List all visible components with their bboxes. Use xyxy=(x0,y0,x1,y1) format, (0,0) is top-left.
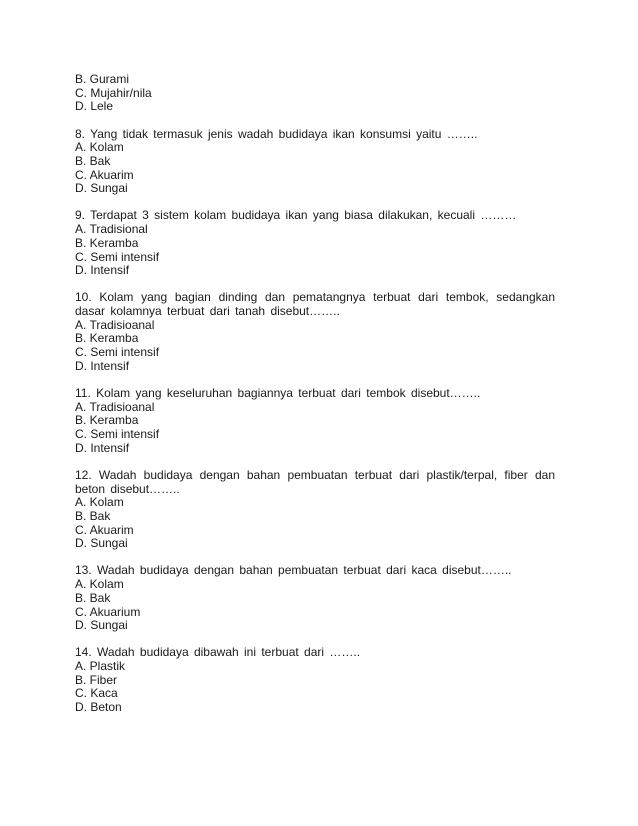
answer-option: B. Keramba xyxy=(75,235,139,250)
answer-option: B. Keramba xyxy=(75,331,139,346)
answer-option: D. Intensif xyxy=(75,263,130,278)
answer-option: B. Gurami xyxy=(75,72,130,86)
question-block xyxy=(75,209,555,278)
question-text: 12. Wadah budidaya dengan bahan pembuatan terbuat dari plastik/terpal, fiber dan beton disebut…….. xyxy=(75,467,555,496)
answer-option: D. Intensif xyxy=(75,440,130,455)
question-text: 14. Wadah budidaya dibawah ini terbuat dari …….. xyxy=(75,645,361,660)
answer-option: B. Bak xyxy=(75,153,111,168)
answer-option: A. Tradisioanal xyxy=(75,317,155,332)
answer-option: C. Semi intensif xyxy=(75,345,160,360)
question-block xyxy=(75,291,555,373)
question-text: 13. Wadah budidaya dengan bahan pembuatan terbuat dari kaca disebut…….. xyxy=(75,563,512,578)
answer-option: B. Bak xyxy=(75,508,111,523)
answer-option: C. Kaca xyxy=(75,686,118,701)
leading-options xyxy=(75,73,555,114)
answer-option: A. Plastik xyxy=(75,659,126,674)
answer-option: D. Lele xyxy=(75,99,114,114)
document-content xyxy=(75,73,555,728)
question-text: 10. Kolam yang bagian dinding dan pematangnya terbuat dari tembok, sedangkan dasar kolamnya terbuat dari tanah disebut…….. xyxy=(75,290,555,319)
answer-option: A. Kolam xyxy=(75,495,124,510)
answer-option: D. Beton xyxy=(75,700,122,715)
answer-option: A. Tradisional xyxy=(75,222,148,237)
answer-option: B. Keramba xyxy=(75,413,139,428)
question-text: 8. Yang tidak termasuk jenis wadah budidaya ikan konsumsi yaitu …….. xyxy=(75,126,478,141)
question-text: 9. Terdapat 3 sistem kolam budidaya ikan yang biasa dilakukan, kecuali ……… xyxy=(75,208,517,223)
answer-option: D. Sungai xyxy=(75,536,128,551)
answer-option: C. Akuarium xyxy=(75,604,141,619)
question-block xyxy=(75,128,555,197)
answer-option: C. Mujahir/nila xyxy=(75,85,152,100)
answer-option: D. Sungai xyxy=(75,181,128,196)
answer-option: D. Sungai xyxy=(75,618,128,633)
answer-option: A. Kolam xyxy=(75,140,124,155)
question-block xyxy=(75,564,555,633)
answer-option: A. Kolam xyxy=(75,577,124,592)
answer-option: C. Semi intensif xyxy=(75,427,160,442)
question-list xyxy=(75,128,555,715)
answer-option: C. Semi intensif xyxy=(75,249,160,264)
question-block xyxy=(75,646,555,715)
answer-option: B. Fiber xyxy=(75,672,118,687)
answer-option: A. Tradisioanal xyxy=(75,399,155,414)
question-text: 11. Kolam yang keseluruhan bagiannya terbuat dari tembok disebut…….. xyxy=(75,385,481,400)
answer-option: B. Bak xyxy=(75,590,111,605)
answer-option: D. Intensif xyxy=(75,358,130,373)
question-block xyxy=(75,469,555,551)
answer-option: C. Akuarim xyxy=(75,167,134,182)
answer-option: C. Akuarim xyxy=(75,522,134,537)
question-block xyxy=(75,387,555,456)
